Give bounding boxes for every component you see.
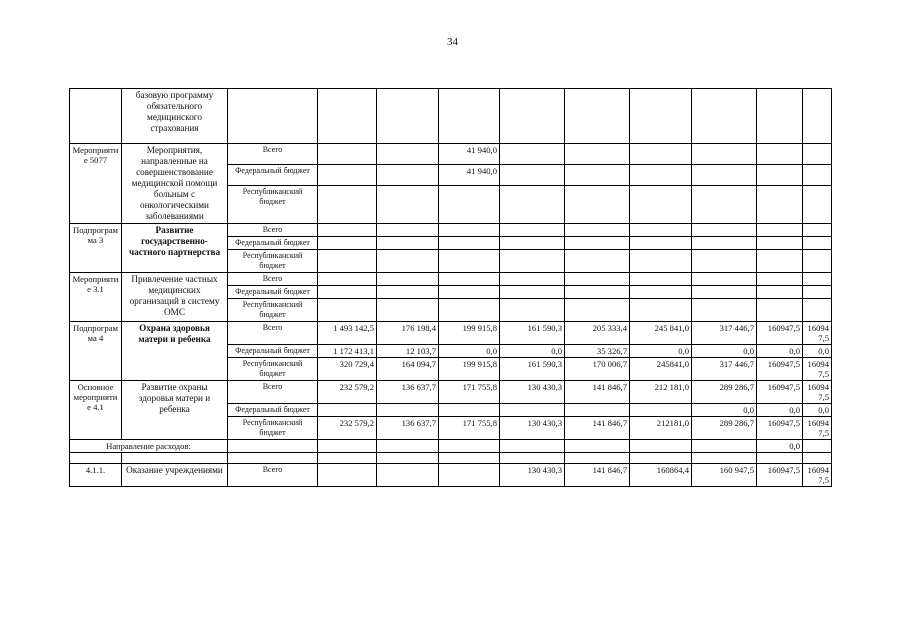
value-cell <box>377 89 439 144</box>
value-cell <box>803 299 832 322</box>
table-row <box>70 144 832 165</box>
program-name-cell: Мероприятия, направленные на совершенствование медицинской помощи больным с онкологическими заболеваниями <box>122 144 228 224</box>
direction-row <box>70 440 832 453</box>
funding-source-cell: Всего <box>228 224 318 237</box>
funding-source-cell: Республиканский бюджет <box>228 250 318 273</box>
value-cell <box>630 165 692 186</box>
value-cell <box>757 89 803 144</box>
value-cell <box>630 440 692 453</box>
funding-source-cell: Всего <box>228 381 318 404</box>
value-cell: 232 579,2 <box>318 381 377 404</box>
value-cell <box>439 273 500 286</box>
value-cell: 0,0 <box>803 345 832 358</box>
value-cell <box>565 237 630 250</box>
value-cell: 141 846,7 <box>565 417 630 440</box>
value-cell: 170 006,7 <box>565 358 630 381</box>
value-cell <box>630 404 692 417</box>
value-cell: 130 430,3 <box>500 417 565 440</box>
value-cell <box>803 89 832 144</box>
budget-table <box>69 88 832 487</box>
value-cell <box>630 224 692 237</box>
value-cell: 160864,4 <box>630 464 692 487</box>
value-cell <box>500 404 565 417</box>
value-cell <box>565 440 630 453</box>
value-cell <box>439 186 500 224</box>
value-cell <box>318 237 377 250</box>
funding-source-cell: Федеральный бюджет <box>228 404 318 417</box>
value-cell <box>565 299 630 322</box>
value-cell: 1 493 142,5 <box>318 322 377 345</box>
value-cell <box>565 144 630 165</box>
value-cell <box>439 250 500 273</box>
value-cell <box>692 273 757 286</box>
value-cell <box>757 186 803 224</box>
value-cell <box>630 89 692 144</box>
value-cell: 136 637,7 <box>377 381 439 404</box>
value-cell: 232 579,2 <box>318 417 377 440</box>
value-cell: 212 181,0 <box>630 381 692 404</box>
table-row <box>70 381 832 404</box>
status-cell: Подпрограмма 3 <box>70 224 122 273</box>
value-cell: 171 755,8 <box>439 381 500 404</box>
value-cell <box>803 186 832 224</box>
value-cell: 130 430,3 <box>500 464 565 487</box>
value-cell <box>565 250 630 273</box>
value-cell: 160947,5 <box>757 417 803 440</box>
value-cell <box>439 404 500 417</box>
value-cell: 199 915,8 <box>439 322 500 345</box>
value-cell: 164 094,7 <box>377 358 439 381</box>
empty-cell <box>500 453 565 464</box>
empty-cell <box>439 453 500 464</box>
value-cell <box>377 165 439 186</box>
value-cell: 1 172 413,1 <box>318 345 377 358</box>
value-cell <box>757 165 803 186</box>
table-row <box>70 322 832 345</box>
funding-source-cell: Всего <box>228 273 318 286</box>
value-cell <box>630 144 692 165</box>
empty-cell <box>70 453 122 464</box>
value-cell <box>630 250 692 273</box>
value-cell <box>803 224 832 237</box>
value-cell <box>439 299 500 322</box>
value-cell: 0,0 <box>630 345 692 358</box>
value-cell <box>803 286 832 299</box>
value-cell: 199 915,8 <box>439 358 500 381</box>
status-cell: Подпрограмма 4 <box>70 322 122 381</box>
value-cell <box>630 186 692 224</box>
value-cell: 160947,5 <box>803 358 832 381</box>
value-cell <box>692 440 757 453</box>
value-cell: 161 590,3 <box>500 358 565 381</box>
value-cell <box>500 144 565 165</box>
empty-cell <box>318 453 377 464</box>
value-cell: 160947,5 <box>803 417 832 440</box>
value-cell <box>318 224 377 237</box>
value-cell <box>803 273 832 286</box>
value-cell: 0,0 <box>757 345 803 358</box>
value-cell: 171 755,8 <box>439 417 500 440</box>
empty-cell <box>692 453 757 464</box>
value-cell <box>565 89 630 144</box>
value-cell: 0,0 <box>692 404 757 417</box>
value-cell <box>757 224 803 237</box>
value-cell <box>439 464 500 487</box>
value-cell: 41 940,0 <box>439 144 500 165</box>
value-cell <box>757 286 803 299</box>
funding-source-cell: Всего <box>228 464 318 487</box>
value-cell <box>377 404 439 417</box>
value-cell <box>500 286 565 299</box>
status-cell: Основное мероприятие 4.1 <box>70 381 122 440</box>
value-cell <box>692 250 757 273</box>
value-cell <box>565 404 630 417</box>
status-cell <box>70 89 122 144</box>
value-cell: 160947,5 <box>803 381 832 404</box>
empty-cell <box>377 453 439 464</box>
empty-cell <box>803 453 832 464</box>
value-cell <box>757 299 803 322</box>
value-cell <box>692 144 757 165</box>
status-cell: 4.1.1. <box>70 464 122 487</box>
value-cell <box>630 237 692 250</box>
funding-source-cell: Республиканский бюджет <box>228 358 318 381</box>
value-cell: 0,0 <box>757 440 803 453</box>
value-cell <box>565 286 630 299</box>
value-cell <box>500 89 565 144</box>
value-cell: 35 326,7 <box>565 345 630 358</box>
value-cell: 160 947,5 <box>692 464 757 487</box>
program-name-cell: Развитие охраны здоровья матери и ребенка <box>122 381 228 440</box>
value-cell <box>565 165 630 186</box>
value-cell <box>318 144 377 165</box>
value-cell <box>692 224 757 237</box>
value-cell <box>377 464 439 487</box>
value-cell: 0,0 <box>439 345 500 358</box>
value-cell <box>439 89 500 144</box>
value-cell <box>377 144 439 165</box>
status-cell: Мероприятие 5077 <box>70 144 122 224</box>
value-cell <box>565 273 630 286</box>
value-cell: 161 590,3 <box>500 322 565 345</box>
value-cell <box>500 273 565 286</box>
empty-cell <box>630 453 692 464</box>
value-cell <box>318 273 377 286</box>
value-cell <box>318 299 377 322</box>
program-name-cell: Оказание учреждениями <box>122 464 228 487</box>
value-cell: 212181,0 <box>630 417 692 440</box>
value-cell <box>318 250 377 273</box>
value-cell <box>757 250 803 273</box>
value-cell <box>377 286 439 299</box>
value-cell: 41 940,0 <box>439 165 500 186</box>
value-cell <box>377 440 439 453</box>
value-cell <box>565 224 630 237</box>
funding-source-cell: Федеральный бюджет <box>228 345 318 358</box>
funding-source-cell: Всего <box>228 322 318 345</box>
value-cell: 0,0 <box>692 345 757 358</box>
value-cell: 141 846,7 <box>565 464 630 487</box>
value-cell <box>692 237 757 250</box>
value-cell <box>803 144 832 165</box>
value-cell <box>500 250 565 273</box>
value-cell <box>630 273 692 286</box>
value-cell <box>803 237 832 250</box>
value-cell <box>500 186 565 224</box>
value-cell <box>377 273 439 286</box>
value-cell <box>318 165 377 186</box>
funding-source-cell: Республиканский бюджет <box>228 417 318 440</box>
value-cell <box>318 404 377 417</box>
value-cell <box>318 440 377 453</box>
value-cell <box>439 440 500 453</box>
direction-label: Направление расходов: <box>70 440 228 453</box>
value-cell: 0,0 <box>803 404 832 417</box>
funding-source-cell: Федеральный бюджет <box>228 165 318 186</box>
status-cell: Мероприятие 3.1 <box>70 273 122 322</box>
value-cell <box>439 224 500 237</box>
value-cell: 205 333,4 <box>565 322 630 345</box>
value-cell: 160947,5 <box>757 322 803 345</box>
value-cell <box>692 89 757 144</box>
value-cell <box>377 186 439 224</box>
value-cell <box>318 464 377 487</box>
funding-source-cell: Республиканский бюджет <box>228 299 318 322</box>
value-cell <box>692 165 757 186</box>
value-cell: 289 286,7 <box>692 381 757 404</box>
funding-source-cell <box>228 440 318 453</box>
value-cell <box>439 237 500 250</box>
table-row <box>70 89 832 144</box>
value-cell <box>803 250 832 273</box>
value-cell: 289 286,7 <box>692 417 757 440</box>
value-cell: 245 841,0 <box>630 322 692 345</box>
value-cell <box>500 165 565 186</box>
value-cell <box>318 286 377 299</box>
empty-cell <box>757 453 803 464</box>
table-row <box>70 224 832 237</box>
empty-cell <box>228 453 318 464</box>
value-cell <box>630 286 692 299</box>
value-cell <box>757 237 803 250</box>
program-name-cell: Развитие государственно-частного партнерства <box>122 224 228 273</box>
value-cell: 0,0 <box>500 345 565 358</box>
value-cell <box>377 299 439 322</box>
value-cell: 136 637,7 <box>377 417 439 440</box>
value-cell <box>692 286 757 299</box>
value-cell: 160947,5 <box>757 381 803 404</box>
value-cell: 141 846,7 <box>565 381 630 404</box>
value-cell: 176 198,4 <box>377 322 439 345</box>
empty-cell <box>565 453 630 464</box>
value-cell: 320 729,4 <box>318 358 377 381</box>
value-cell <box>803 165 832 186</box>
value-cell <box>500 237 565 250</box>
value-cell <box>692 186 757 224</box>
spacer-row <box>70 453 832 464</box>
value-cell <box>377 224 439 237</box>
value-cell <box>377 250 439 273</box>
value-cell <box>565 186 630 224</box>
value-cell: 317 446,7 <box>692 322 757 345</box>
value-cell <box>439 286 500 299</box>
value-cell <box>803 440 832 453</box>
page-number: 34 <box>447 36 458 48</box>
funding-source-cell: Республиканский бюджет <box>228 186 318 224</box>
value-cell: 160947,5 <box>803 322 832 345</box>
value-cell <box>377 237 439 250</box>
value-cell <box>500 224 565 237</box>
value-cell <box>500 299 565 322</box>
value-cell <box>692 299 757 322</box>
funding-source-cell <box>228 89 318 144</box>
value-cell: 160947,5 <box>757 464 803 487</box>
table-row <box>70 464 832 487</box>
value-cell: 160947,5 <box>803 464 832 487</box>
program-name-cell: Охрана здоровья матери и ребенка <box>122 322 228 381</box>
value-cell <box>318 89 377 144</box>
value-cell <box>757 144 803 165</box>
value-cell <box>500 440 565 453</box>
value-cell: 245841,0 <box>630 358 692 381</box>
value-cell <box>318 186 377 224</box>
value-cell <box>630 299 692 322</box>
funding-source-cell: Федеральный бюджет <box>228 286 318 299</box>
value-cell: 130 430,3 <box>500 381 565 404</box>
value-cell: 317 446,7 <box>692 358 757 381</box>
funding-source-cell: Федеральный бюджет <box>228 237 318 250</box>
program-name-cell: базовую программу обязательного медицинского страхования <box>122 89 228 144</box>
program-name-cell: Привлечение частных медицинских организаций в систему ОМС <box>122 273 228 322</box>
table-row <box>70 273 832 286</box>
value-cell: 12 103,7 <box>377 345 439 358</box>
value-cell <box>757 273 803 286</box>
funding-source-cell: Всего <box>228 144 318 165</box>
empty-cell <box>122 453 228 464</box>
value-cell: 160947,5 <box>757 358 803 381</box>
value-cell: 0,0 <box>757 404 803 417</box>
